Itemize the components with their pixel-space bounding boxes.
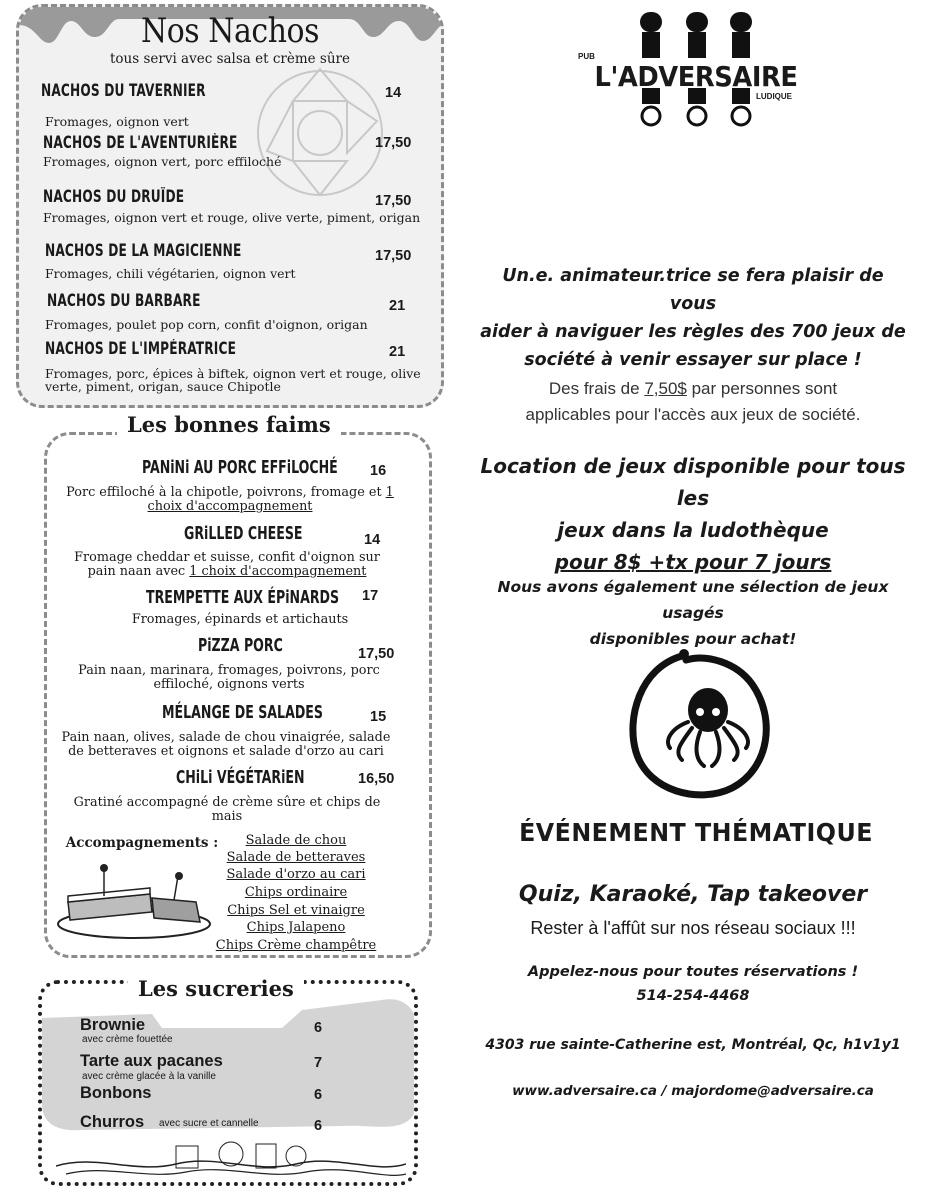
- nacho-price: 21: [389, 298, 406, 314]
- sandwich-illustration: [54, 858, 214, 946]
- dish-name: PANiNi AU PORC EFFiLOCHÉ: [142, 458, 338, 478]
- sweet-note: avec sucre et cannelle: [159, 1118, 259, 1129]
- nacho-name: NACHOS DU BARBARE: [47, 291, 201, 310]
- reseaux-text: Rester à l'affût sur nos réseau sociaux !!!: [530, 918, 856, 938]
- dish-desc: Pain naan, olives, salade de chou vinaigrée, salade de betteraves et oignons et salade d'orzo au cari: [61, 730, 391, 759]
- sweet-price: 6: [314, 1087, 323, 1103]
- events-list: Quiz, Karaoké, Tap takeover: [518, 882, 868, 907]
- nacho-desc: Fromages, oignon vert, porc effiloché: [43, 154, 282, 169]
- dish-price: 16: [370, 463, 387, 479]
- nacho-desc: Fromages, chili végétarien, oignon vert: [45, 266, 296, 281]
- desserts-illustration: [56, 1134, 406, 1180]
- nacho-price: 14: [385, 85, 402, 101]
- accompagnement-item: Salade de betteraves: [226, 850, 366, 865]
- nacho-desc: Fromages, porc, épices à biftek, oignon vert et rouge, olive: [45, 366, 421, 381]
- accompagnement-item: Chips Jalapeno: [246, 920, 346, 935]
- address-text: 4303 rue sainte-Catherine est, Montréal, Qc, h1v1y1: [485, 1037, 901, 1053]
- dish-name: MÉLANGE DE SALADES: [162, 703, 323, 723]
- nachos-subtitle: tous servi avec salsa et crème sûre: [109, 51, 350, 67]
- nacho-price: 21: [389, 344, 406, 360]
- nacho-price: 17,50: [375, 135, 412, 151]
- nacho-name: NACHOS DE L'AVENTURIÈRE: [43, 133, 238, 152]
- sweet-name: Churros: [80, 1113, 145, 1131]
- nacho-name: NACHOS DU TAVERNIER: [41, 81, 206, 100]
- sweet-price: 7: [314, 1055, 323, 1071]
- adversaire-logo: [576, 4, 816, 134]
- dish-price: 15: [370, 709, 387, 725]
- dish-price: 17,50: [358, 646, 395, 662]
- logo-name: L'ADVERSAIRE: [594, 60, 798, 93]
- animateur-text: Un.e. animateur.trice se fera plaisir de vous aider à naviguer les règles des 700 jeux de société à venir essayer sur place !: [480, 266, 906, 370]
- dish-desc: Fromage cheddar et suisse, confit d'oignon sur pain naan avec 1 choix d'accompagnement: [74, 550, 380, 579]
- nacho-desc: Fromages, oignon vert: [45, 114, 189, 129]
- sweet-name: Bonbons: [80, 1084, 152, 1102]
- nacho-name: NACHOS DE LA MAGICIENNE: [45, 241, 242, 260]
- accompagnement-item: Salade d'orzo au cari: [226, 867, 366, 882]
- nacho-price: 17,50: [375, 248, 412, 264]
- dish-desc: Fromages, épinards et artichauts: [131, 612, 349, 627]
- sucreries-title: Les sucreries: [128, 976, 304, 1001]
- nachos-panel: [16, 4, 444, 408]
- accompagnement-item: Salade de chou: [245, 833, 347, 848]
- dish-price: 17: [362, 588, 379, 604]
- nacho-desc: verte, piment, origan, sauce Chipotle: [45, 379, 281, 394]
- octopus-event-icon: [620, 648, 778, 808]
- frais-text: Des frais de 7,50$ par personnes sont applicables pour l'accès aux jeux de société.: [525, 379, 861, 424]
- dish-desc: Pain naan, marinara, fromages, poivrons, porc effiloché, oignons verts: [78, 663, 380, 692]
- sweet-name: Tarte aux pacanes: [80, 1052, 223, 1070]
- nachos-plate-illustration: [247, 61, 393, 201]
- accompagnement-item: Chips ordinaire: [244, 885, 348, 900]
- bonnes-faims-title: Les bonnes faims: [117, 412, 341, 437]
- logo-ludique: LUDIQUE: [756, 92, 792, 101]
- dish-name: TREMPETTE AUX ÉPiNARDS: [146, 588, 340, 608]
- nacho-desc: Fromages, poulet pop corn, confit d'oignon, origan: [45, 317, 368, 332]
- evenement-title: ÉVÉNEMENT THÉMATIQUE: [519, 818, 873, 847]
- nacho-price: 17,50: [375, 193, 412, 209]
- usages-text: Nous avons également une sélection de jeux usagés disponibles pour achat!: [497, 578, 889, 648]
- dish-desc: Gratiné accompagné de crème sûre et chips de mais: [73, 795, 381, 824]
- appelez-text: Appelez-nous pour toutes réservations !: [527, 964, 859, 980]
- nacho-desc: Fromages, oignon vert et rouge, olive verte, piment, origan: [43, 210, 421, 225]
- sweet-note: avec crème glacée à la vanille: [82, 1071, 216, 1082]
- nachos-title: Nos Nachos: [140, 11, 320, 51]
- phone-number[interactable]: 514-254-4468: [636, 988, 750, 1004]
- sweet-price: 6: [314, 1118, 323, 1134]
- sucreries-panel: [38, 980, 418, 1186]
- sweet-name: Brownie: [80, 1016, 146, 1034]
- logo-pub: PUB: [578, 52, 595, 61]
- web-email-link[interactable]: www.adversaire.ca / majordome@adversaire.ca: [512, 1083, 874, 1099]
- dish-desc: Porc effiloché à la chipotle, poivrons, fromage et 1 choix d'accompagnement: [66, 485, 394, 514]
- location-text: Location de jeux disponible pour tous les jeux dans la ludothèque pour 8$ +tx pour 7 jours: [480, 454, 906, 574]
- accompagnement-item: Chips Sel et vinaigre: [227, 903, 365, 918]
- dish-name: GRiLLED CHEESE: [184, 524, 303, 544]
- sweet-note: avec crème fouettée: [82, 1034, 173, 1045]
- dish-price: 16,50: [358, 771, 395, 787]
- nacho-name: NACHOS DU DRUÏDE: [43, 187, 185, 206]
- accompagnement-item: Chips Crème champêtre: [215, 938, 377, 953]
- dish-name: PiZZA PORC: [198, 636, 283, 656]
- accompagnements-label: Accompagnements :: [64, 830, 220, 856]
- dish-price: 14: [364, 532, 381, 548]
- dish-name: CHiLi VÉGÉTARiEN: [176, 768, 305, 788]
- sweet-price: 6: [314, 1020, 323, 1036]
- nacho-name: NACHOS DE L'IMPÉRATRICE: [45, 339, 237, 358]
